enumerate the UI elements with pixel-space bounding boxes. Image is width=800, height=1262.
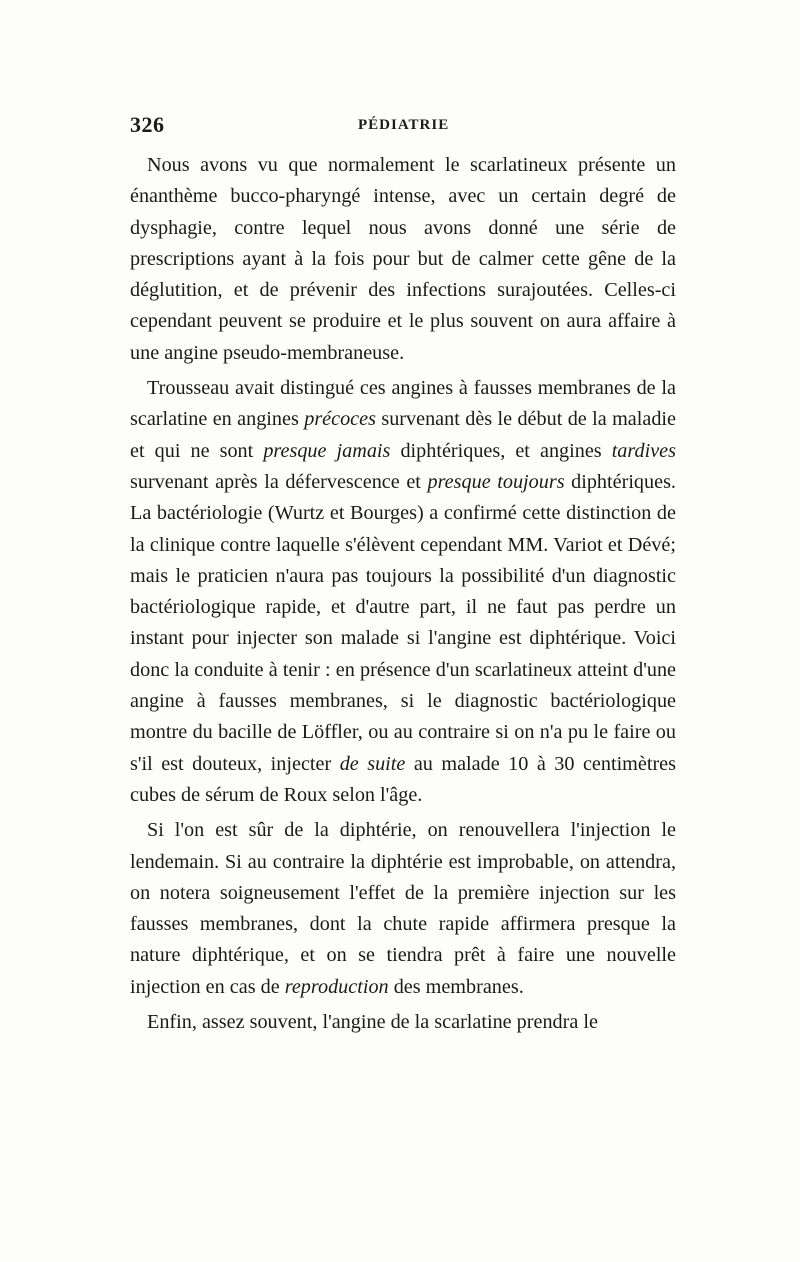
italic-phrase: tardives bbox=[611, 439, 676, 462]
italic-phrase: presque jamais bbox=[263, 439, 391, 462]
text-run: diphtériques, et angines bbox=[390, 439, 612, 462]
text-run: des membranes. bbox=[388, 975, 524, 998]
body-text bbox=[130, 150, 676, 1042]
italic-phrase: presque toujours bbox=[427, 470, 565, 493]
text-run: Nous avons vu que normalement le scarlatineux présente un énanthème bucco-pharyngé intense, avec un certain degré de dysphagie, contre lequel nous avons donné une série de prescriptions ayant à la fois pour but de calmer cette gêne de la déglutition, et de prévenir des infections surajoutées. Celles-ci cependant peuvent se produire et le plus souvent on aura affaire à une angine pseudo-membraneuse. bbox=[130, 154, 676, 364]
paragraph bbox=[130, 150, 676, 369]
text-run: au malade 10 à 30 centimètres cubes de sérum de Roux selon l'âge. bbox=[130, 752, 676, 806]
text-run: diphtériques. La bactériologie (Wurtz et Bourges) a confirmé cette distinction de la clinique contre laquelle s'élèvent cependant MM. Variot et Dévé; mais le praticien n'aura pas toujours la possibilité d'un diagnostic bactériologique rapide, et d'autre part, il ne faut pas perdre un instant pour injecter son malade si l'angine est diphtérique. Voici donc la conduite à tenir : en présence d'un scarlatineux atteint d'une angine à fausses membranes, si le diagnostic bactériologique montre du bacille de Löffler, ou au contraire si on n'a pu le faire ou s'il est douteux, injecter bbox=[130, 470, 676, 775]
italic-phrase: précoces bbox=[304, 408, 376, 431]
page-number: 326 bbox=[130, 112, 165, 137]
italic-phrase: de suite bbox=[339, 752, 406, 775]
running-title: PÉDIATRIE bbox=[358, 117, 450, 133]
page-header bbox=[130, 112, 676, 138]
paragraph bbox=[130, 1007, 676, 1038]
paragraph bbox=[130, 815, 676, 1003]
text-run: survenant dès le début de la maladie et qui ne sont bbox=[130, 408, 676, 462]
paragraph bbox=[130, 373, 676, 811]
italic-phrase: reproduction bbox=[284, 975, 389, 998]
text-run: Enfin, assez souvent, l'angine de la scarlatine prendra le bbox=[147, 1011, 598, 1034]
text-run: Si l'on est sûr de la diphtérie, on renouvellera l'injection le lendemain. Si au contraire la diphtérie est improbable, on attendra, on notera soigneusement l'effet de la première injection sur les fausses membranes, dont la chute rapide affirmera presque la nature diphtérique, et on se tiendra prêt à faire une nouvelle injection en cas de bbox=[130, 819, 676, 998]
text-run: survenant après la défervescence et bbox=[130, 470, 428, 493]
text-run: Trousseau avait distingué ces angines à fausses membranes de la scarlatine en angines bbox=[130, 377, 676, 431]
